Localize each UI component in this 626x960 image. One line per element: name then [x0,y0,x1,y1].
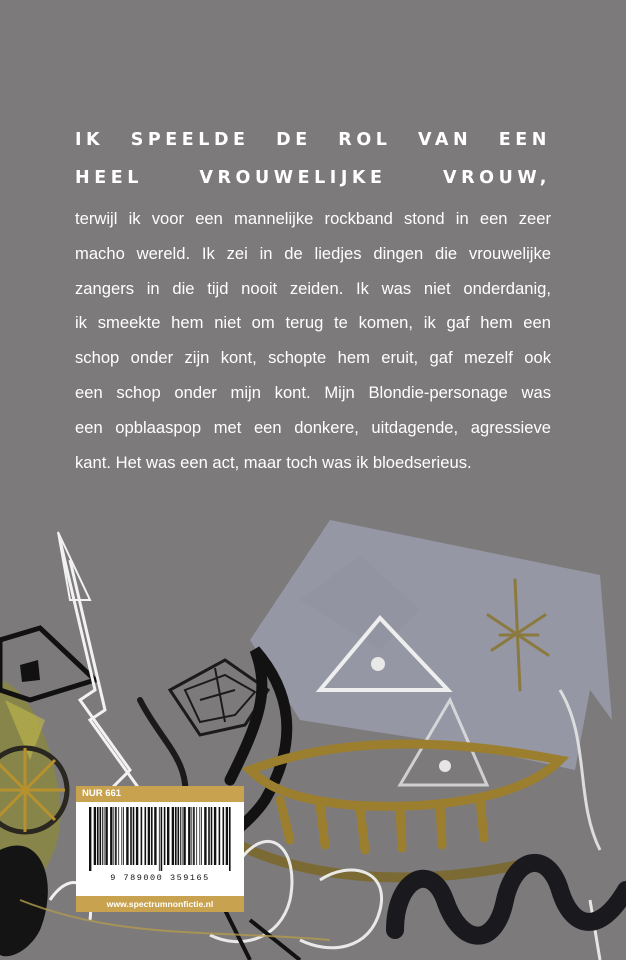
barcode-stripe [141,807,143,865]
barcode-stripe [151,807,153,865]
body-line: kant. Het was een act, maar toch was ik bloedserieus. [75,452,472,472]
body-quote [75,202,551,480]
barcode-stripe [188,807,190,865]
barcode-stripe [110,807,112,865]
barcode-bars [88,807,232,871]
barcode-stripe [113,807,114,865]
nur-code: NUR 661 [82,788,122,799]
body-line: macho wereld. Ik zei in de liedjes dingen die vrouwelijke [75,243,551,263]
barcode-stripe [100,807,102,865]
barcode-stripe [193,807,195,865]
nur-band [76,786,244,802]
barcode-stripe [223,807,225,865]
barcode-stripe [126,807,128,865]
barcode-stripe [136,807,138,865]
barcode-stripe [229,807,231,871]
barcode-stripe [102,807,103,865]
barcode-stripe [204,807,206,865]
barcode-stripe [154,807,156,865]
barcode-stripe [105,807,107,865]
barcode-stripe [191,807,192,865]
barcode-stripe [178,807,180,865]
barcode-stripe [97,807,99,865]
body-line: een schop onder mijn kont. Mijn Blondie-personage was [75,382,551,402]
barcode-stripe [167,807,169,865]
body-line: zangers in die tijd nooit zeiden. Ik was niet onderdanig, [75,278,551,298]
barcode-stripe [196,807,197,865]
barcode-stripe [211,807,213,865]
barcode-stripe [226,807,228,865]
barcode-stripe [180,807,181,865]
barcode-stripe [161,807,163,871]
publisher-website: www.spectrumnonfictie.nl [106,899,214,909]
body-line: terwijl ik voor een mannelijke rockband stond in een zeer [75,209,551,228]
barcode-stripe [89,807,91,871]
url-band [76,896,244,912]
barcode-stripe [148,807,150,865]
barcode-stripe [214,807,216,865]
barcode-stripe [199,807,200,865]
barcode-stripe [164,807,166,865]
body-line: een opblaaspop met een donkere, uitdagende, agressieve [75,417,551,437]
barcode-stripe [123,807,124,865]
barcode-stripe [133,807,135,865]
barcode-label [76,786,244,912]
heading-line: HEEL VROUWELIJKE VROUW, [75,168,551,188]
barcode-stripe [175,807,177,865]
barcode-stripe [145,807,147,865]
heading-line: IK SPEELDE DE ROL VAN EEN [75,130,551,150]
barcode-stripe [208,807,210,865]
barcode-stripe [182,807,183,865]
barcode-stripe [115,807,117,865]
barcode-stripe [118,807,119,865]
barcode-stripe [201,807,202,865]
barcode-stripe [130,807,132,865]
barcode-stripe [172,807,174,865]
barcode-stripe [183,807,185,865]
barcode-stripe [104,807,105,865]
barcode-stripe [94,807,96,865]
body-line: ik smeekte hem niet om terug te komen, ik gaf hem een [75,313,551,333]
heading-quote [75,121,551,197]
barcode-stripe [159,807,160,871]
barcode-stripe [219,807,221,865]
isbn-number: 9 789000 359165 [110,873,210,883]
body-line: schop onder zijn kont, schopte hem eruit, gaf mezelf ook [75,348,551,368]
barcode-stripe [121,807,122,865]
